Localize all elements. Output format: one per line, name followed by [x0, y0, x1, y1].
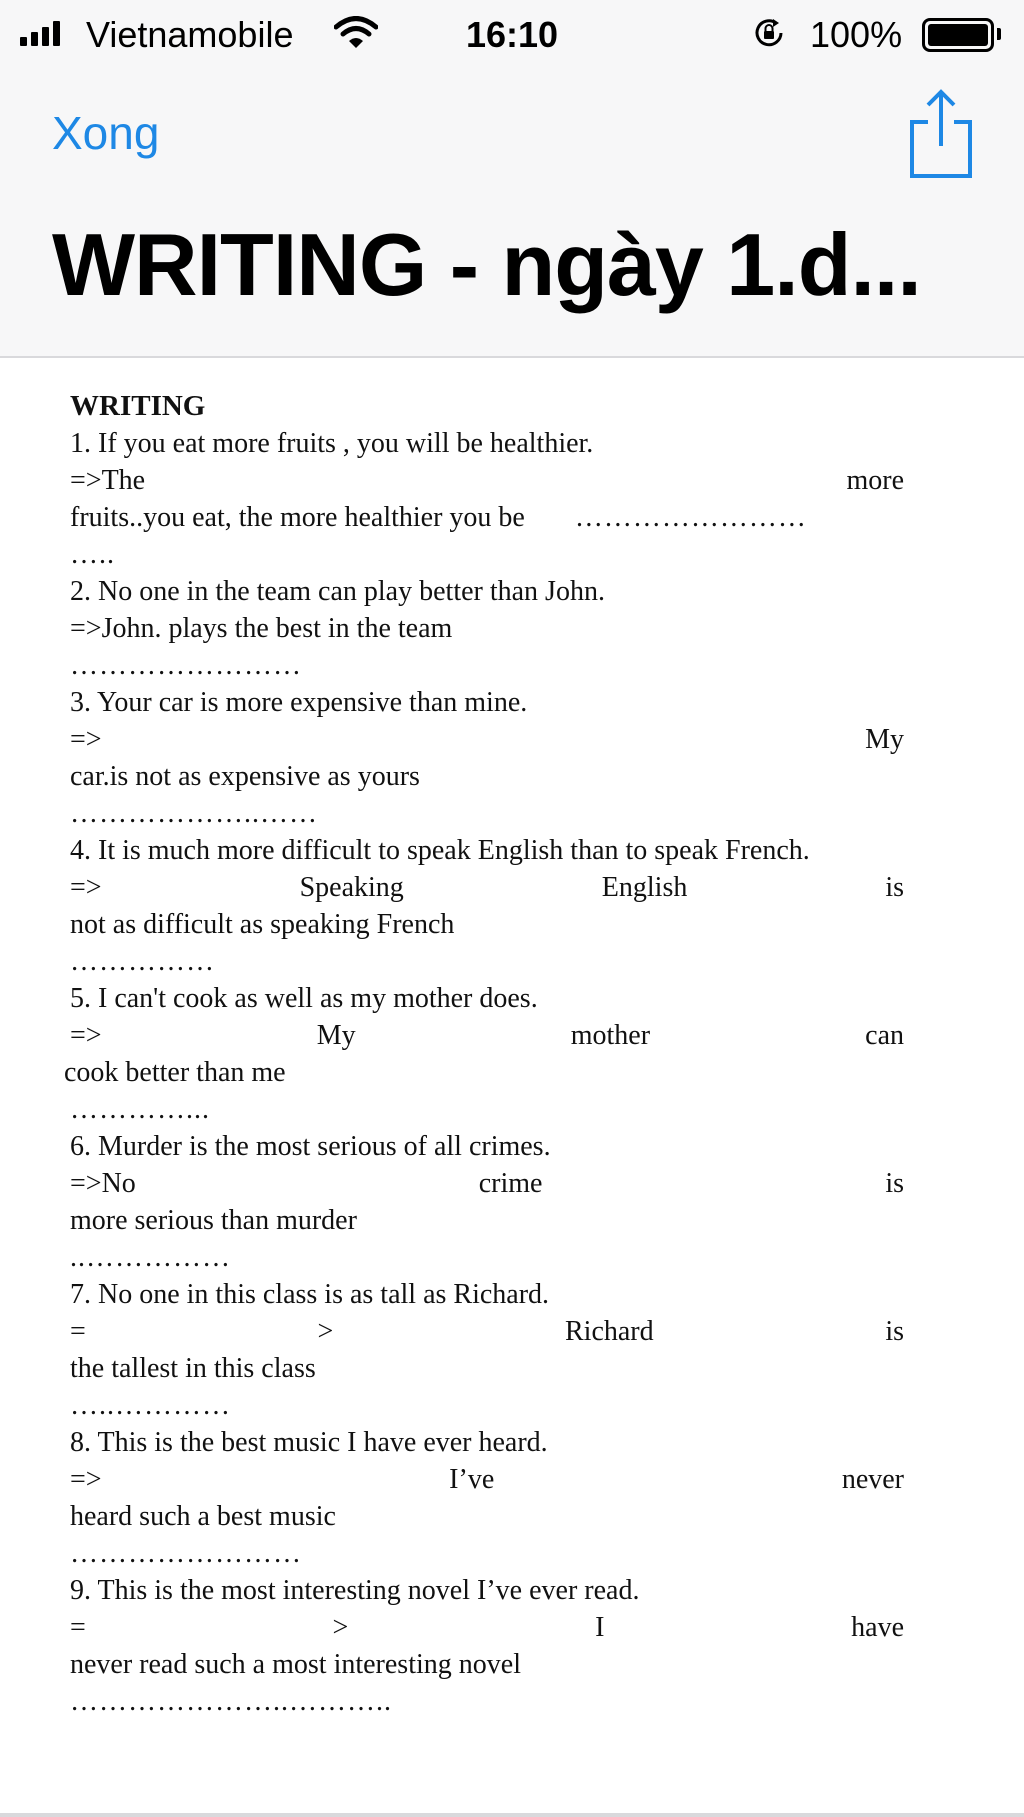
- answer-text: more serious than murder: [70, 1205, 357, 1236]
- exercise-item-7: [70, 1276, 904, 1424]
- battery-tip: [997, 28, 1001, 40]
- exercise-item-3: [70, 684, 904, 832]
- dotted-line: …………………..………..: [70, 1686, 392, 1717]
- answer-line: [70, 1609, 904, 1646]
- answer-word: =: [70, 1612, 86, 1643]
- dotted-line: …..: [70, 539, 115, 570]
- answer-text: the tallest in this class: [70, 1353, 316, 1384]
- answer-word: is: [885, 1316, 905, 1347]
- answer-text: heard such a best music: [70, 1501, 336, 1532]
- dotted-line: …..…………: [70, 1390, 231, 1421]
- orientation-lock-icon: [752, 16, 786, 55]
- question: 3. Your car is more expensive than mine.: [70, 687, 528, 718]
- answer-word: =>: [70, 724, 102, 755]
- answer-word: crime: [478, 1168, 543, 1199]
- answer-text: [70, 499, 904, 536]
- answer-word: =: [70, 1316, 86, 1347]
- answer-line: [70, 1165, 904, 1202]
- answer-line: [70, 462, 904, 499]
- answer-word: can: [865, 1020, 904, 1051]
- question: 6. Murder is the most serious of all crimes.: [70, 1131, 551, 1162]
- answer-word: =>No: [70, 1168, 136, 1199]
- question: 5. I can't cook as well as my mother does.: [70, 983, 538, 1014]
- answer-word: Richard: [565, 1316, 654, 1347]
- document-body: [64, 388, 905, 1720]
- dotted-line: …………...: [70, 1094, 210, 1125]
- dotted-line: ..……………: [70, 1242, 231, 1273]
- status-bar: [0, 0, 1024, 66]
- answer-word: =>: [70, 1464, 102, 1495]
- answer-rest: fruits..you eat, the more healthier you be: [70, 502, 525, 533]
- answer-word: =>: [70, 872, 102, 903]
- exercise-item-9: [70, 1572, 904, 1720]
- question: 4. It is much more difficult to speak English than to speak French.: [70, 835, 810, 866]
- dotted-line: ……………: [70, 946, 215, 977]
- answer-word: more: [846, 465, 904, 496]
- answer-word: My: [865, 724, 904, 755]
- dotted-line: ……………………: [574, 502, 807, 533]
- answer-word: >: [317, 1316, 334, 1347]
- carrier-name: Vietnamobile: [86, 14, 294, 55]
- battery-icon: [922, 18, 994, 52]
- page-divider: [0, 1813, 1024, 1817]
- exercise-item-8: [70, 1424, 904, 1572]
- answer-word: never: [841, 1464, 905, 1495]
- question: 9. This is the most interesting novel I’ve ever read.: [70, 1575, 640, 1606]
- question: 2. No one in the team can play better than John.: [70, 576, 605, 607]
- answer-text: never read such a most interesting novel: [70, 1649, 521, 1680]
- answer-word: is: [885, 1168, 904, 1199]
- dotted-line: ……………………: [70, 1538, 302, 1569]
- answer-word: I: [595, 1612, 605, 1643]
- question: 1. If you eat more fruits , you will be healthier.: [70, 428, 594, 459]
- exercise-item-5: [64, 980, 904, 1128]
- answer-word: have: [851, 1612, 905, 1643]
- answer-line: [70, 721, 904, 758]
- document-heading: WRITING: [70, 390, 206, 422]
- answer-line: [70, 1017, 904, 1054]
- answer-word: Speaking: [299, 872, 404, 903]
- clock: 16:10: [465, 14, 559, 55]
- answer-word: =>: [70, 1020, 102, 1051]
- answer-text: =>John. plays the best in the team: [70, 613, 453, 644]
- answer-word: =>The: [70, 465, 146, 496]
- answer-word: I’ve: [449, 1464, 495, 1495]
- exercise-item-4: [70, 832, 904, 980]
- answer-word: My: [316, 1020, 356, 1051]
- exercise-item-2: [70, 573, 904, 684]
- battery-percentage: 100%: [810, 14, 903, 55]
- done-button[interactable]: Xong: [52, 107, 160, 159]
- answer-word: >: [332, 1612, 349, 1643]
- answer-text: car.is not as expensive as yours: [70, 761, 420, 792]
- question: 7. No one in this class is as tall as Richard.: [70, 1279, 550, 1310]
- dotted-line: ……………………: [70, 650, 302, 681]
- document-viewer-header: [0, 66, 1024, 358]
- answer-text: not as difficult as speaking French: [70, 909, 455, 940]
- answer-line: [70, 1461, 904, 1498]
- exercise-item-1: [70, 425, 904, 573]
- exercise-item-6: [70, 1128, 904, 1276]
- answer-word: mother: [570, 1020, 651, 1051]
- document-page[interactable]: [0, 358, 1024, 1817]
- question: 8. This is the best music I have ever heard.: [70, 1427, 548, 1458]
- answer-line: [70, 1313, 904, 1350]
- share-icon[interactable]: [908, 88, 974, 180]
- answer-text: cook better than me: [64, 1057, 286, 1088]
- dotted-line: ………………..……: [70, 798, 318, 829]
- answer-word: is: [885, 872, 905, 903]
- answer-word: English: [601, 872, 688, 903]
- answer-line: [70, 869, 904, 906]
- document-title: WRITING - ngày 1.d...: [52, 215, 921, 314]
